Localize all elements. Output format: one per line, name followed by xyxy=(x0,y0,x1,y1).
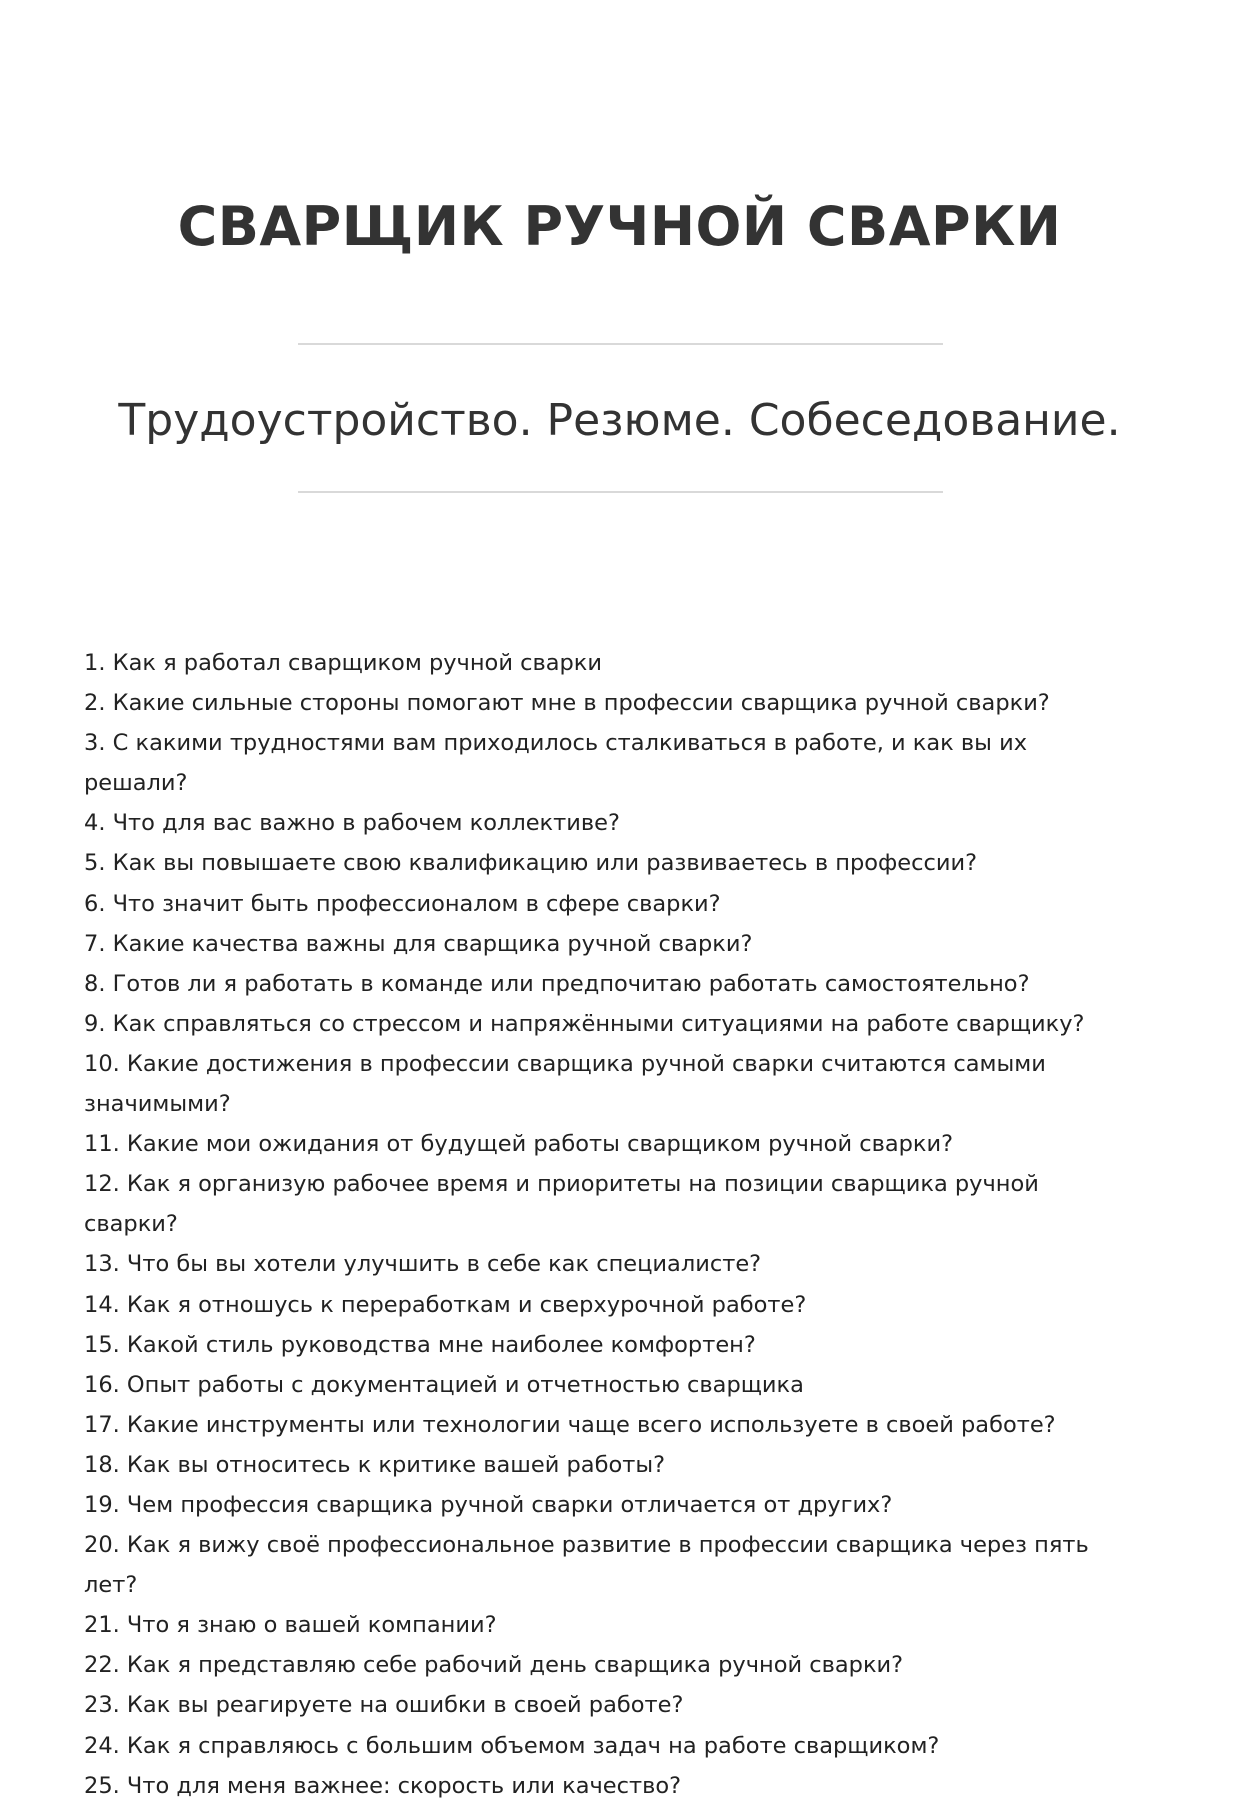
question-item: 8. Готов ли я работать в команде или предпочитаю работать самостоятельно? xyxy=(84,970,1030,997)
question-item: 14. Как я отношусь к переработкам и сверхурочной работе? xyxy=(84,1291,807,1318)
divider-bottom xyxy=(298,491,943,493)
question-item: 7. Какие качества важны для сварщика ручной сварки? xyxy=(84,930,753,957)
question-item: 10. Какие достижения в профессии сварщика ручной сварки считаются самыми значимыми? xyxy=(84,1050,1046,1118)
question-item: 2. Какие сильные стороны помогают мне в профессии сварщика ручной сварки? xyxy=(84,690,1050,717)
question-item: 25. Что для меня важнее: скорость или качество? xyxy=(84,1772,682,1799)
question-item: 9. Как справляться со стрессом и напряжёнными ситуациями на работе сварщику? xyxy=(84,1010,1085,1037)
question-item: 21. Что я знаю о вашей компании? xyxy=(84,1612,497,1639)
question-item: 5. Как вы повышаете свою квалификацию или развиваетесь в профессии? xyxy=(84,850,978,877)
question-item: 23. Как вы реагируете на ошибки в своей работе? xyxy=(84,1692,684,1719)
question-item: 18. Как вы относитесь к критике вашей работы? xyxy=(84,1451,666,1478)
divider-top xyxy=(298,343,943,345)
question-item: 22. Как я представляю себе рабочий день сварщика ручной сварки? xyxy=(84,1652,904,1679)
question-item: 13. Что бы вы хотели улучшить в себе как специалисте? xyxy=(84,1251,762,1278)
question-item: 15. Какой стиль руководства мне наиболее комфортен? xyxy=(84,1331,756,1358)
question-item: 6. Что значит быть профессионалом в сфере сварки? xyxy=(84,890,721,917)
question-item: 4. Что для вас важно в рабочем коллективе? xyxy=(84,810,620,837)
question-item: 1. Как я работал сварщиком ручной сварки xyxy=(84,650,603,676)
page-title: СВАРЩИК РУЧНОЙ СВАРКИ xyxy=(177,195,1062,258)
question-item: 12. Как я организую рабочее время и приоритеты на позиции сварщика ручной сварки? xyxy=(84,1171,1039,1238)
page-subtitle: Трудоустройство. Резюме. Собеседование. xyxy=(118,395,1121,446)
question-item: 19. Чем профессия сварщика ручной сварки отличается от других? xyxy=(84,1491,893,1518)
question-item: 24. Как я справляюсь с большим объемом задач на работе сварщиком? xyxy=(84,1732,940,1759)
question-item: 17. Какие инструменты или технологии чаще всего используете в своей работе? xyxy=(84,1411,1056,1438)
question-item: 20. Как я вижу своё профессиональное развитие в профессии сварщика через пять лет? xyxy=(84,1532,1089,1599)
question-list xyxy=(84,643,1124,1806)
question-item: 11. Какие мои ожидания от будущей работы сварщиком ручной сварки? xyxy=(84,1131,954,1158)
question-item: 16. Опыт работы с документацией и отчетностью сварщика xyxy=(84,1371,804,1398)
question-item: 3. С какими трудностями вам приходилось сталкиваться в работе, и как вы их решали? xyxy=(84,730,1028,797)
